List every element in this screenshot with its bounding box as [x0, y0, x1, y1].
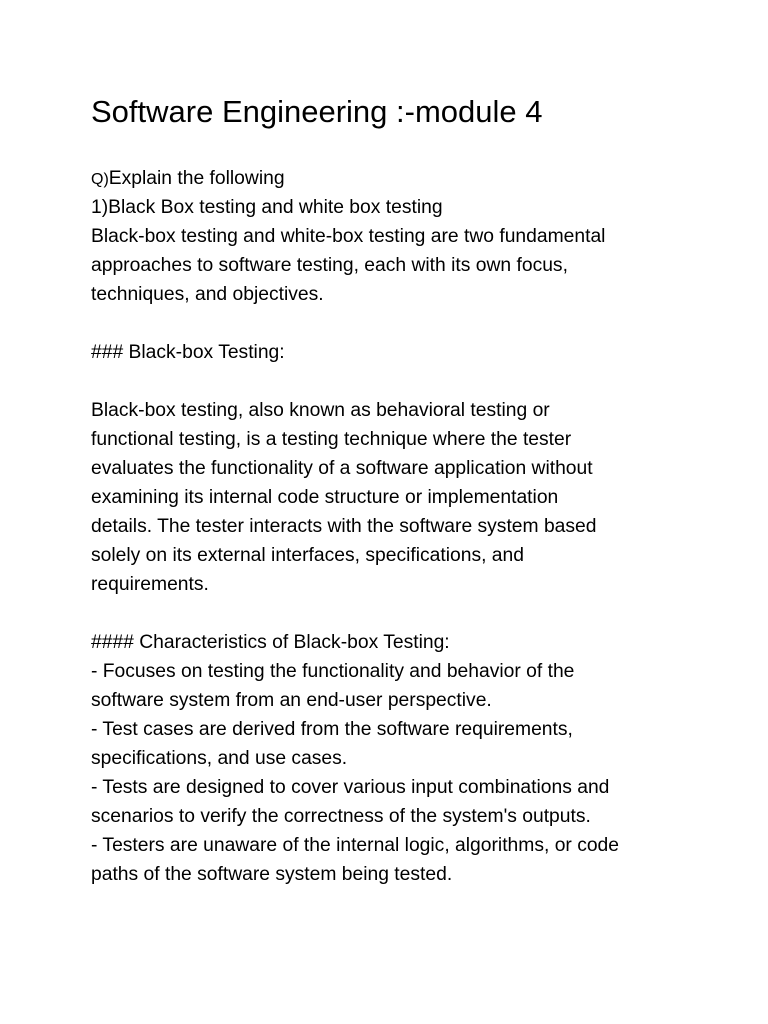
- document-content: [91, 92, 691, 889]
- definition-line: evaluates the functionality of a software application without: [91, 458, 593, 479]
- question-prefix: Q): [91, 171, 109, 188]
- blank-line: [91, 309, 691, 338]
- characteristic-line: - Testers are unaware of the internal logic, algorithms, or code: [91, 835, 620, 856]
- intro-line: Black-box testing and white-box testing are two fundamental: [91, 226, 606, 247]
- section-heading: ### Black-box Testing:: [91, 342, 285, 363]
- intro-line: approaches to software testing, each with its own focus,: [91, 255, 568, 276]
- definition-line: examining its internal code structure or implementation: [91, 487, 559, 508]
- subquestion-line: 1)Black Box testing and white box testing: [91, 197, 443, 218]
- definition-line: details. The tester interacts with the software system based: [91, 516, 597, 537]
- characteristic-line: specifications, and use cases.: [91, 748, 348, 769]
- question-text: Explain the following: [108, 168, 285, 189]
- blank-line: [91, 599, 691, 628]
- characteristic-line: - Test cases are derived from the software requirements,: [91, 719, 573, 740]
- characteristic-line: software system from an end-user perspective.: [91, 690, 492, 711]
- definition-line: functional testing, is a testing technique where the tester: [91, 429, 572, 450]
- characteristic-line: - Focuses on testing the functionality and behavior of the: [91, 661, 575, 682]
- intro-line: techniques, and objectives.: [91, 284, 324, 305]
- subsection-heading: #### Characteristics of Black-box Testing:: [91, 632, 450, 653]
- definition-line: solely on its external interfaces, specifications, and: [91, 545, 524, 566]
- characteristic-line: scenarios to verify the correctness of the system's outputs.: [91, 806, 591, 827]
- definition-line: Black-box testing, also known as behavioral testing or: [91, 400, 550, 421]
- characteristic-line: - Tests are designed to cover various input combinations and: [91, 777, 610, 798]
- blank-line: [91, 367, 691, 396]
- characteristic-line: paths of the software system being tested.: [91, 864, 453, 885]
- definition-line: requirements.: [91, 574, 209, 595]
- document-body: [91, 164, 691, 889]
- document-title: Software Engineering :-module 4: [91, 94, 543, 129]
- question-line: [91, 164, 691, 193]
